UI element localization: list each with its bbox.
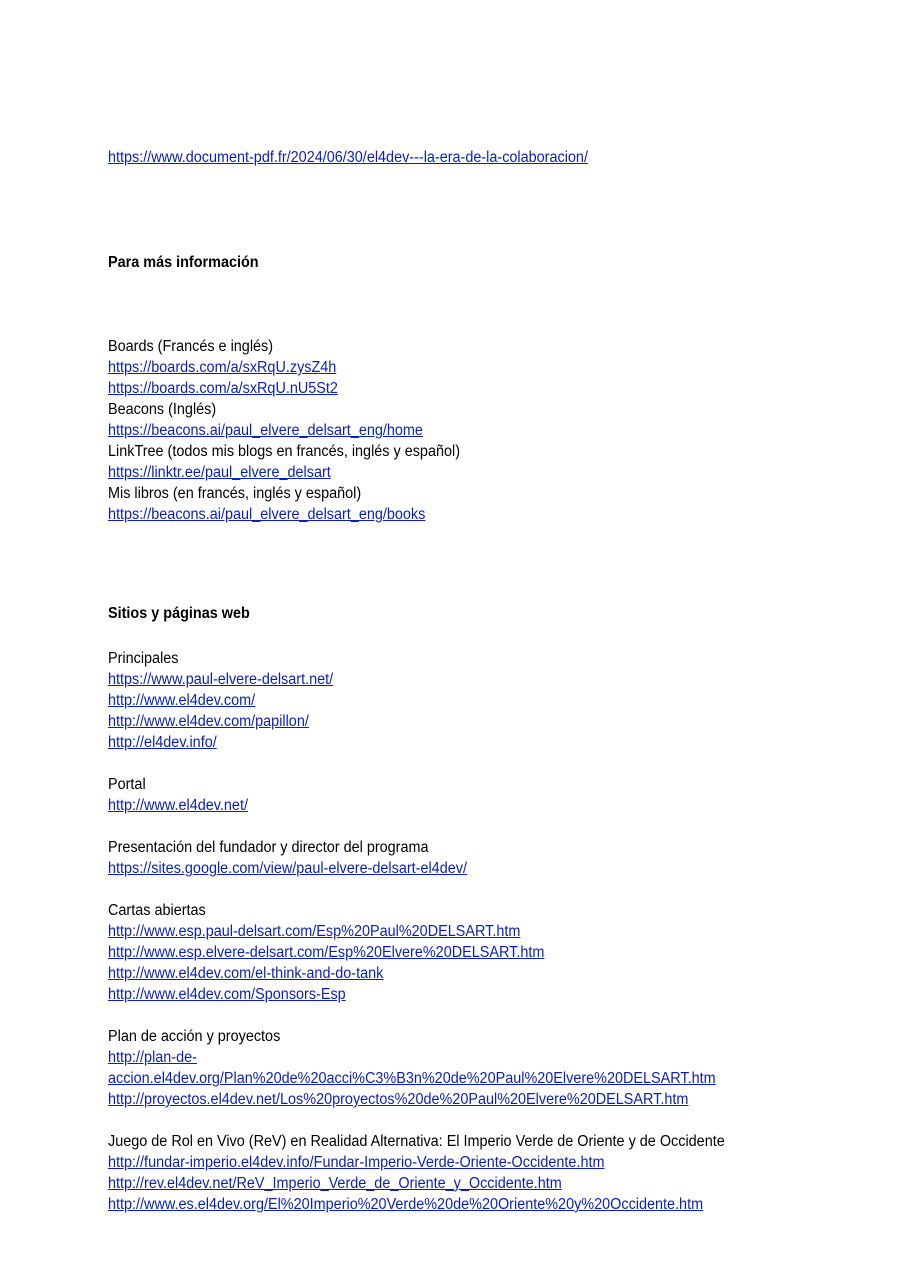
site-link[interactable]: http://www.esp.paul-delsart.com/Esp%20Paul%20DELSART.htm bbox=[108, 923, 521, 940]
group-title: Presentación del fundador y director del programa bbox=[108, 839, 429, 856]
info-heading: Para más información bbox=[108, 254, 259, 271]
site-link[interactable]: http://www.el4dev.com/papillon/ bbox=[108, 713, 309, 730]
sites-group-principales bbox=[108, 648, 833, 753]
info-text-books: Mis libros (en francés, inglés y español) bbox=[108, 485, 362, 502]
site-link[interactable]: http://el4dev.info/ bbox=[108, 734, 217, 751]
spacer bbox=[108, 879, 833, 900]
site-link[interactable]: http://proyectos.el4dev.net/Los%20proyectos%20de%20Paul%20Elvere%20DELSART.htm bbox=[108, 1091, 689, 1108]
document-content bbox=[108, 147, 833, 1215]
info-link-books[interactable]: https://beacons.ai/paul_elvere_delsart_eng/books bbox=[108, 506, 426, 523]
info-text-beacons: Beacons (Inglés) bbox=[108, 401, 217, 418]
sites-group-portal bbox=[108, 774, 833, 816]
group-title: Portal bbox=[108, 776, 146, 793]
site-link[interactable]: accion.el4dev.org/Plan%20de%20acci%C3%B3n%20de%20Paul%20Elvere%20DELSART.htm bbox=[108, 1070, 716, 1087]
site-link[interactable]: http://www.el4dev.com/el-think-and-do-tank bbox=[108, 965, 384, 982]
info-list bbox=[108, 336, 833, 525]
info-link-boards-2[interactable]: https://boards.com/a/sxRqU.nU5St2 bbox=[108, 380, 338, 397]
info-link-boards-1[interactable]: https://boards.com/a/sxRqU.zysZ4h bbox=[108, 359, 337, 376]
site-link[interactable]: https://www.paul-elvere-delsart.net/ bbox=[108, 671, 334, 688]
spacer bbox=[108, 1110, 833, 1131]
group-title: Principales bbox=[108, 650, 179, 667]
spacer bbox=[108, 624, 833, 645]
group-title: Plan de acción y proyectos bbox=[108, 1028, 281, 1045]
site-link[interactable]: http://www.el4dev.com/Sponsors-Esp bbox=[108, 986, 346, 1003]
site-link[interactable]: https://sites.google.com/view/paul-elvere-delsart-el4dev/ bbox=[108, 860, 467, 877]
info-link-linktree[interactable]: https://linktr.ee/paul_elvere_delsart bbox=[108, 464, 331, 481]
site-link[interactable]: http://rev.el4dev.net/ReV_Imperio_Verde_de_Oriente_y_Occidente.htm bbox=[108, 1175, 562, 1192]
site-link[interactable]: http://www.esp.elvere-delsart.com/Esp%20Elvere%20DELSART.htm bbox=[108, 944, 545, 961]
sites-heading: Sitios y páginas web bbox=[108, 605, 250, 622]
spacer bbox=[108, 525, 833, 588]
sites-group-open-letters bbox=[108, 900, 833, 1005]
site-link[interactable]: http://www.es.el4dev.org/El%20Imperio%20Verde%20de%20Oriente%20y%20Occidente.htm bbox=[108, 1196, 704, 1213]
spacer bbox=[108, 753, 833, 774]
spacer bbox=[108, 1005, 833, 1026]
site-link[interactable]: http://www.el4dev.com/ bbox=[108, 692, 256, 709]
top-link[interactable]: https://www.document-pdf.fr/2024/06/30/el4dev---la-era-de-la-colaboracion/ bbox=[108, 149, 588, 166]
sites-group-action-plan bbox=[108, 1026, 833, 1110]
group-title: Juego de Rol en Vivo (ReV) en Realidad Alternativa: El Imperio Verde de Oriente y de Occidente bbox=[108, 1133, 725, 1150]
group-title: Cartas abiertas bbox=[108, 902, 206, 919]
spacer bbox=[108, 588, 833, 603]
info-text-boards: Boards (Francés e inglés) bbox=[108, 338, 274, 355]
sites-group-rev bbox=[108, 1131, 833, 1215]
info-link-beacons-home[interactable]: https://beacons.ai/paul_elvere_delsart_eng/home bbox=[108, 422, 423, 439]
site-link[interactable]: http://www.el4dev.net/ bbox=[108, 797, 248, 814]
site-link[interactable]: http://plan-de- bbox=[108, 1049, 197, 1066]
spacer bbox=[108, 315, 833, 336]
spacer bbox=[108, 231, 833, 252]
site-link[interactable]: http://fundar-imperio.el4dev.info/Fundar-Imperio-Verde-Oriente-Occidente.htm bbox=[108, 1154, 605, 1171]
spacer bbox=[108, 273, 833, 315]
info-text-linktree: LinkTree (todos mis blogs en francés, inglés y español) bbox=[108, 443, 461, 460]
spacer bbox=[108, 168, 833, 231]
sites-group-founder bbox=[108, 837, 833, 879]
spacer bbox=[108, 816, 833, 837]
